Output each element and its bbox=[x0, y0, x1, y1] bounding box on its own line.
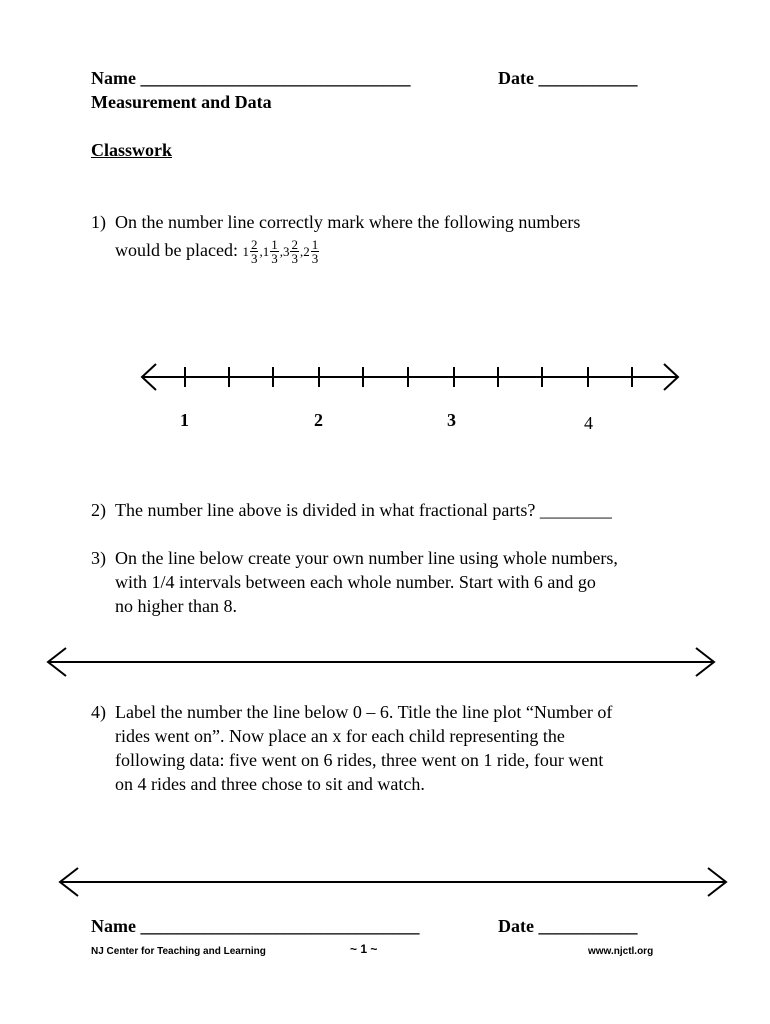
fraction-denominator: 3 bbox=[291, 251, 298, 267]
date-field-label: Date ___________ bbox=[498, 68, 638, 88]
fraction-denominator: 3 bbox=[250, 251, 258, 267]
fraction bbox=[290, 238, 299, 265]
mixed-number-whole: 3 bbox=[282, 244, 290, 259]
question-2 bbox=[91, 498, 711, 522]
number-line-label: 1 bbox=[180, 410, 189, 430]
number-line-label: 3 bbox=[447, 410, 456, 430]
question-text-line: On the line below create your own number line using whole numbers, bbox=[115, 548, 618, 568]
fraction-numerator: 2 bbox=[250, 237, 258, 253]
separator: , bbox=[299, 244, 304, 259]
number-line-1 bbox=[0, 350, 770, 410]
question-text: On the number line correctly mark where the following numbers bbox=[115, 212, 581, 232]
question-number: 3) bbox=[91, 548, 106, 568]
question-text-line: following data: five went on 6 rides, three went on 1 ride, four went bbox=[115, 750, 604, 770]
footer-page-number: ~ 1 ~ bbox=[350, 942, 378, 956]
question-number: 2) bbox=[91, 500, 106, 520]
blank-number-line-2[interactable] bbox=[0, 642, 770, 682]
question-text-prefix: would be placed: bbox=[115, 240, 238, 260]
mixed-number bbox=[303, 237, 320, 267]
fraction bbox=[311, 238, 320, 265]
question-text-line: with 1/4 intervals between each whole number. Start with 6 and go bbox=[115, 572, 596, 592]
section-heading: Classwork bbox=[91, 140, 173, 160]
fraction-numerator: 1 bbox=[271, 237, 278, 253]
fraction-numerator: 2 bbox=[291, 237, 298, 253]
mixed-number-list bbox=[242, 237, 320, 267]
number-line-label: 2 bbox=[314, 410, 323, 430]
footer-name-label: Name _______________________________ bbox=[91, 916, 420, 936]
fraction-denominator: 3 bbox=[311, 251, 319, 267]
question-number: 4) bbox=[91, 702, 106, 722]
mixed-number bbox=[262, 237, 280, 267]
footer-date-label: Date ___________ bbox=[498, 916, 638, 936]
footer-url: www.njctl.org bbox=[588, 946, 654, 957]
mixed-number-whole: 1 bbox=[262, 244, 270, 259]
fraction-numerator: 1 bbox=[311, 237, 319, 253]
blank-number-line-3[interactable] bbox=[0, 862, 770, 902]
question-text: The number line above is divided in what fractional parts? ________ bbox=[115, 500, 612, 520]
mixed-number-whole: 2 bbox=[303, 244, 310, 259]
mixed-number bbox=[282, 237, 300, 267]
question-4 bbox=[91, 700, 711, 796]
number-line-label: 4 bbox=[584, 413, 593, 433]
question-text-line: on 4 rides and three chose to sit and watch. bbox=[115, 774, 425, 794]
name-field-label: Name ______________________________ bbox=[91, 68, 411, 88]
question-text-line: rides went on”. Now place an x for each child representing the bbox=[115, 726, 565, 746]
question-3 bbox=[91, 546, 691, 618]
footer-org: NJ Center for Teaching and Learning bbox=[91, 946, 266, 957]
fraction bbox=[250, 238, 259, 265]
fraction bbox=[270, 238, 279, 265]
question-text-line: Label the number the line below 0 – 6. Title the line plot “Number of bbox=[115, 702, 613, 722]
mixed-number bbox=[242, 237, 259, 267]
fraction-denominator: 3 bbox=[271, 251, 278, 267]
page-subtitle: Measurement and Data bbox=[91, 92, 272, 112]
question-text-line2 bbox=[115, 238, 691, 265]
question-number: 1) bbox=[91, 212, 106, 232]
question-1 bbox=[91, 210, 691, 265]
mixed-number-whole: 1 bbox=[242, 244, 249, 259]
question-text-line: no higher than 8. bbox=[115, 596, 237, 616]
separator: , bbox=[279, 244, 283, 259]
separator: , bbox=[259, 244, 263, 259]
